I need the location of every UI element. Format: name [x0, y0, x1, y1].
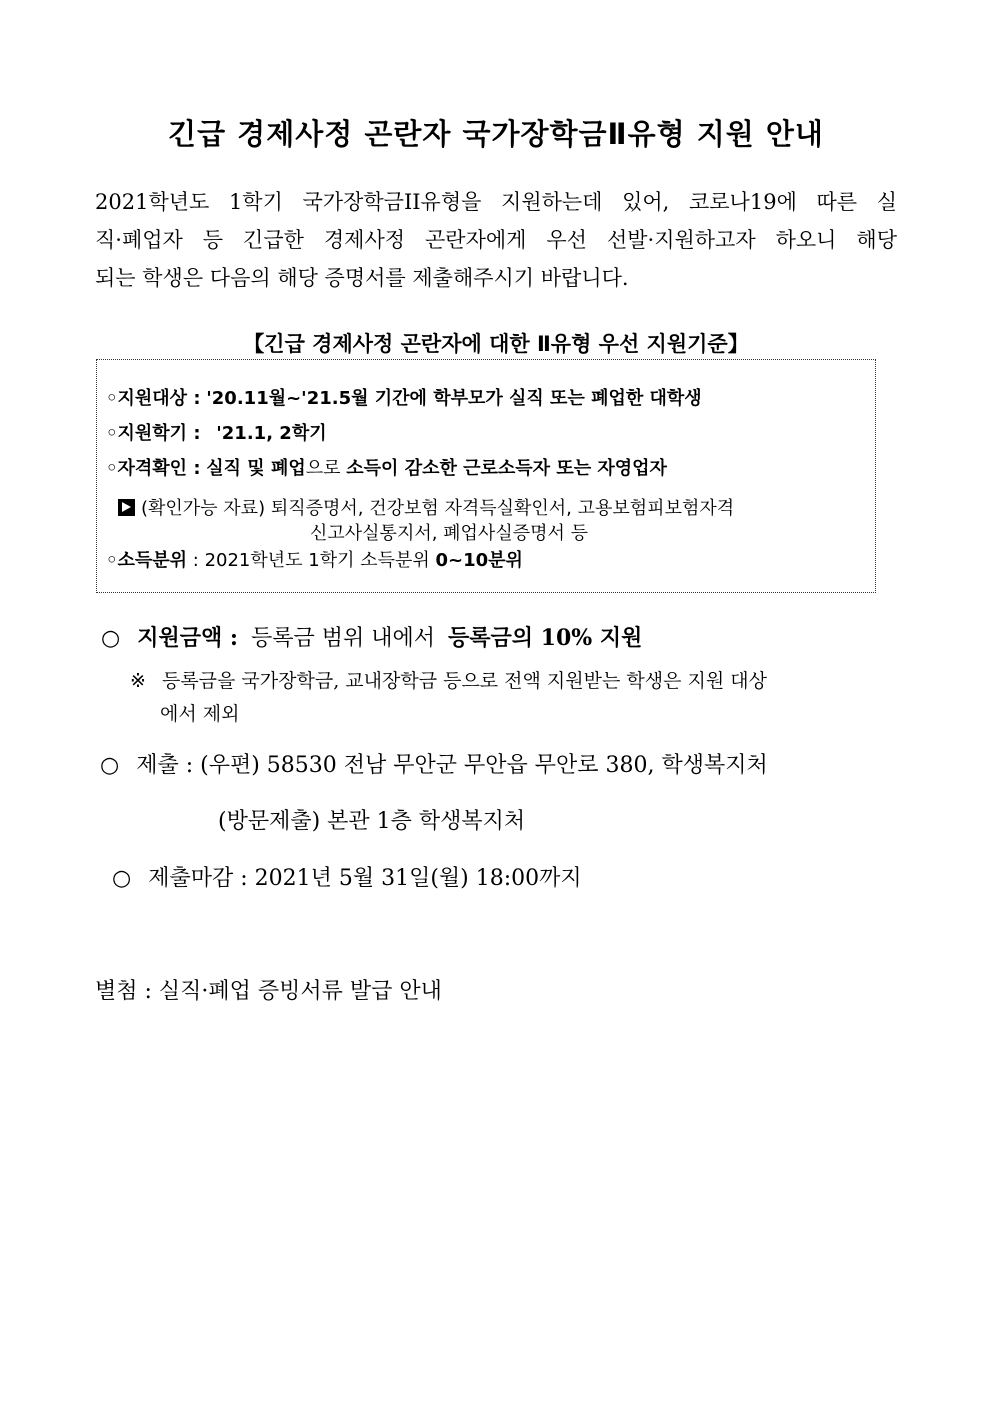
- arrow-right-box-icon: [118, 499, 135, 516]
- amount-note-line-1: [130, 666, 767, 693]
- page-title: 긴급 경제사정 곤란자 국가장학금Ⅱ유형 지원 안내: [168, 117, 824, 151]
- criteria-docs-text-1: (확인가능 자료) 퇴직증명서, 건강보험 자격득실확인서, 고용보험피보험자격: [141, 498, 735, 519]
- criteria-semester-value: '21.1, 2학기: [216, 423, 327, 444]
- criteria-income-label: ◦소득분위: [106, 550, 188, 571]
- criteria-qual-value-3: 소득이 감소한 근로소득자 또는 자영업자: [346, 458, 667, 479]
- submit-line-2: (방문제출) 본관 1층 학생복지처: [218, 809, 526, 834]
- intro-line-3: 되는 학생은 다음의 해당 증명서를 제출해주시기 바랍니다.: [95, 266, 629, 290]
- criteria-target: [106, 384, 702, 410]
- intro-line-2: 직·폐업자 등 긴급한 경제사정 곤란자에게 우선 선발·지원하고자 하오니 해당: [95, 228, 897, 252]
- criteria-docs-line-1: [118, 494, 734, 520]
- criteria-income-range: 0~10분위: [435, 550, 523, 571]
- criteria-qual-value-2: 으로: [305, 458, 341, 479]
- attachment-line: 별첨 : 실직·폐업 증빙서류 발급 안내: [95, 979, 442, 1004]
- criteria-heading: 【긴급 경제사정 곤란자에 대한 Ⅱ유형 우선 지원기준】: [243, 332, 749, 356]
- amount-section: [101, 621, 642, 652]
- criteria-income: [106, 546, 523, 572]
- criteria-docs-line-2: 신고사실통지서, 폐업사실증명서 등: [310, 523, 588, 544]
- amount-note-text-1: 등록금을 국가장학금, 교내장학금 등으로 전액 지원받는 학생은 지원 대상: [161, 670, 767, 692]
- amount-bullet: ○: [101, 626, 121, 651]
- submit-text-1: 제출 : (우편) 58530 전남 무안군 무안읍 무안로 380, 학생복지처: [136, 753, 768, 778]
- criteria-target-value: '20.11월~'21.5월 기간에 학부모가 실직 또는 폐업한 대학생: [206, 388, 702, 409]
- deadline-bullet: ○: [112, 866, 132, 891]
- amount-label: 지원금액 :: [137, 625, 238, 651]
- criteria-semester-label: ◦지원학기 :: [106, 423, 201, 444]
- criteria-qual-value-1: 실직 및 폐업: [206, 458, 306, 479]
- criteria-target-label: ◦지원대상 :: [106, 388, 201, 409]
- amount-value-1: 등록금 범위 내에서: [251, 626, 436, 651]
- submit-line-1: [100, 748, 768, 779]
- amount-note-line-2: 에서 제외: [160, 703, 240, 725]
- criteria-qual-label: ◦자격확인 :: [106, 458, 201, 479]
- deadline-text: 제출마감 : 2021년 5월 31일(월) 18:00까지: [148, 866, 582, 891]
- criteria-income-value: : 2021학년도 1학기 소득분위: [187, 550, 436, 571]
- submit-bullet: ○: [100, 753, 120, 778]
- amount-value-2: 등록금의 10% 지원: [448, 625, 643, 651]
- criteria-semester: [106, 419, 327, 445]
- note-mark: ※: [130, 670, 146, 692]
- intro-line-1: 2021학년도 1학기 국가장학금II유형을 지원하는데 있어, 코로나19에 따른 실: [95, 190, 897, 214]
- criteria-qualification: [106, 454, 667, 480]
- deadline-line: [112, 861, 582, 892]
